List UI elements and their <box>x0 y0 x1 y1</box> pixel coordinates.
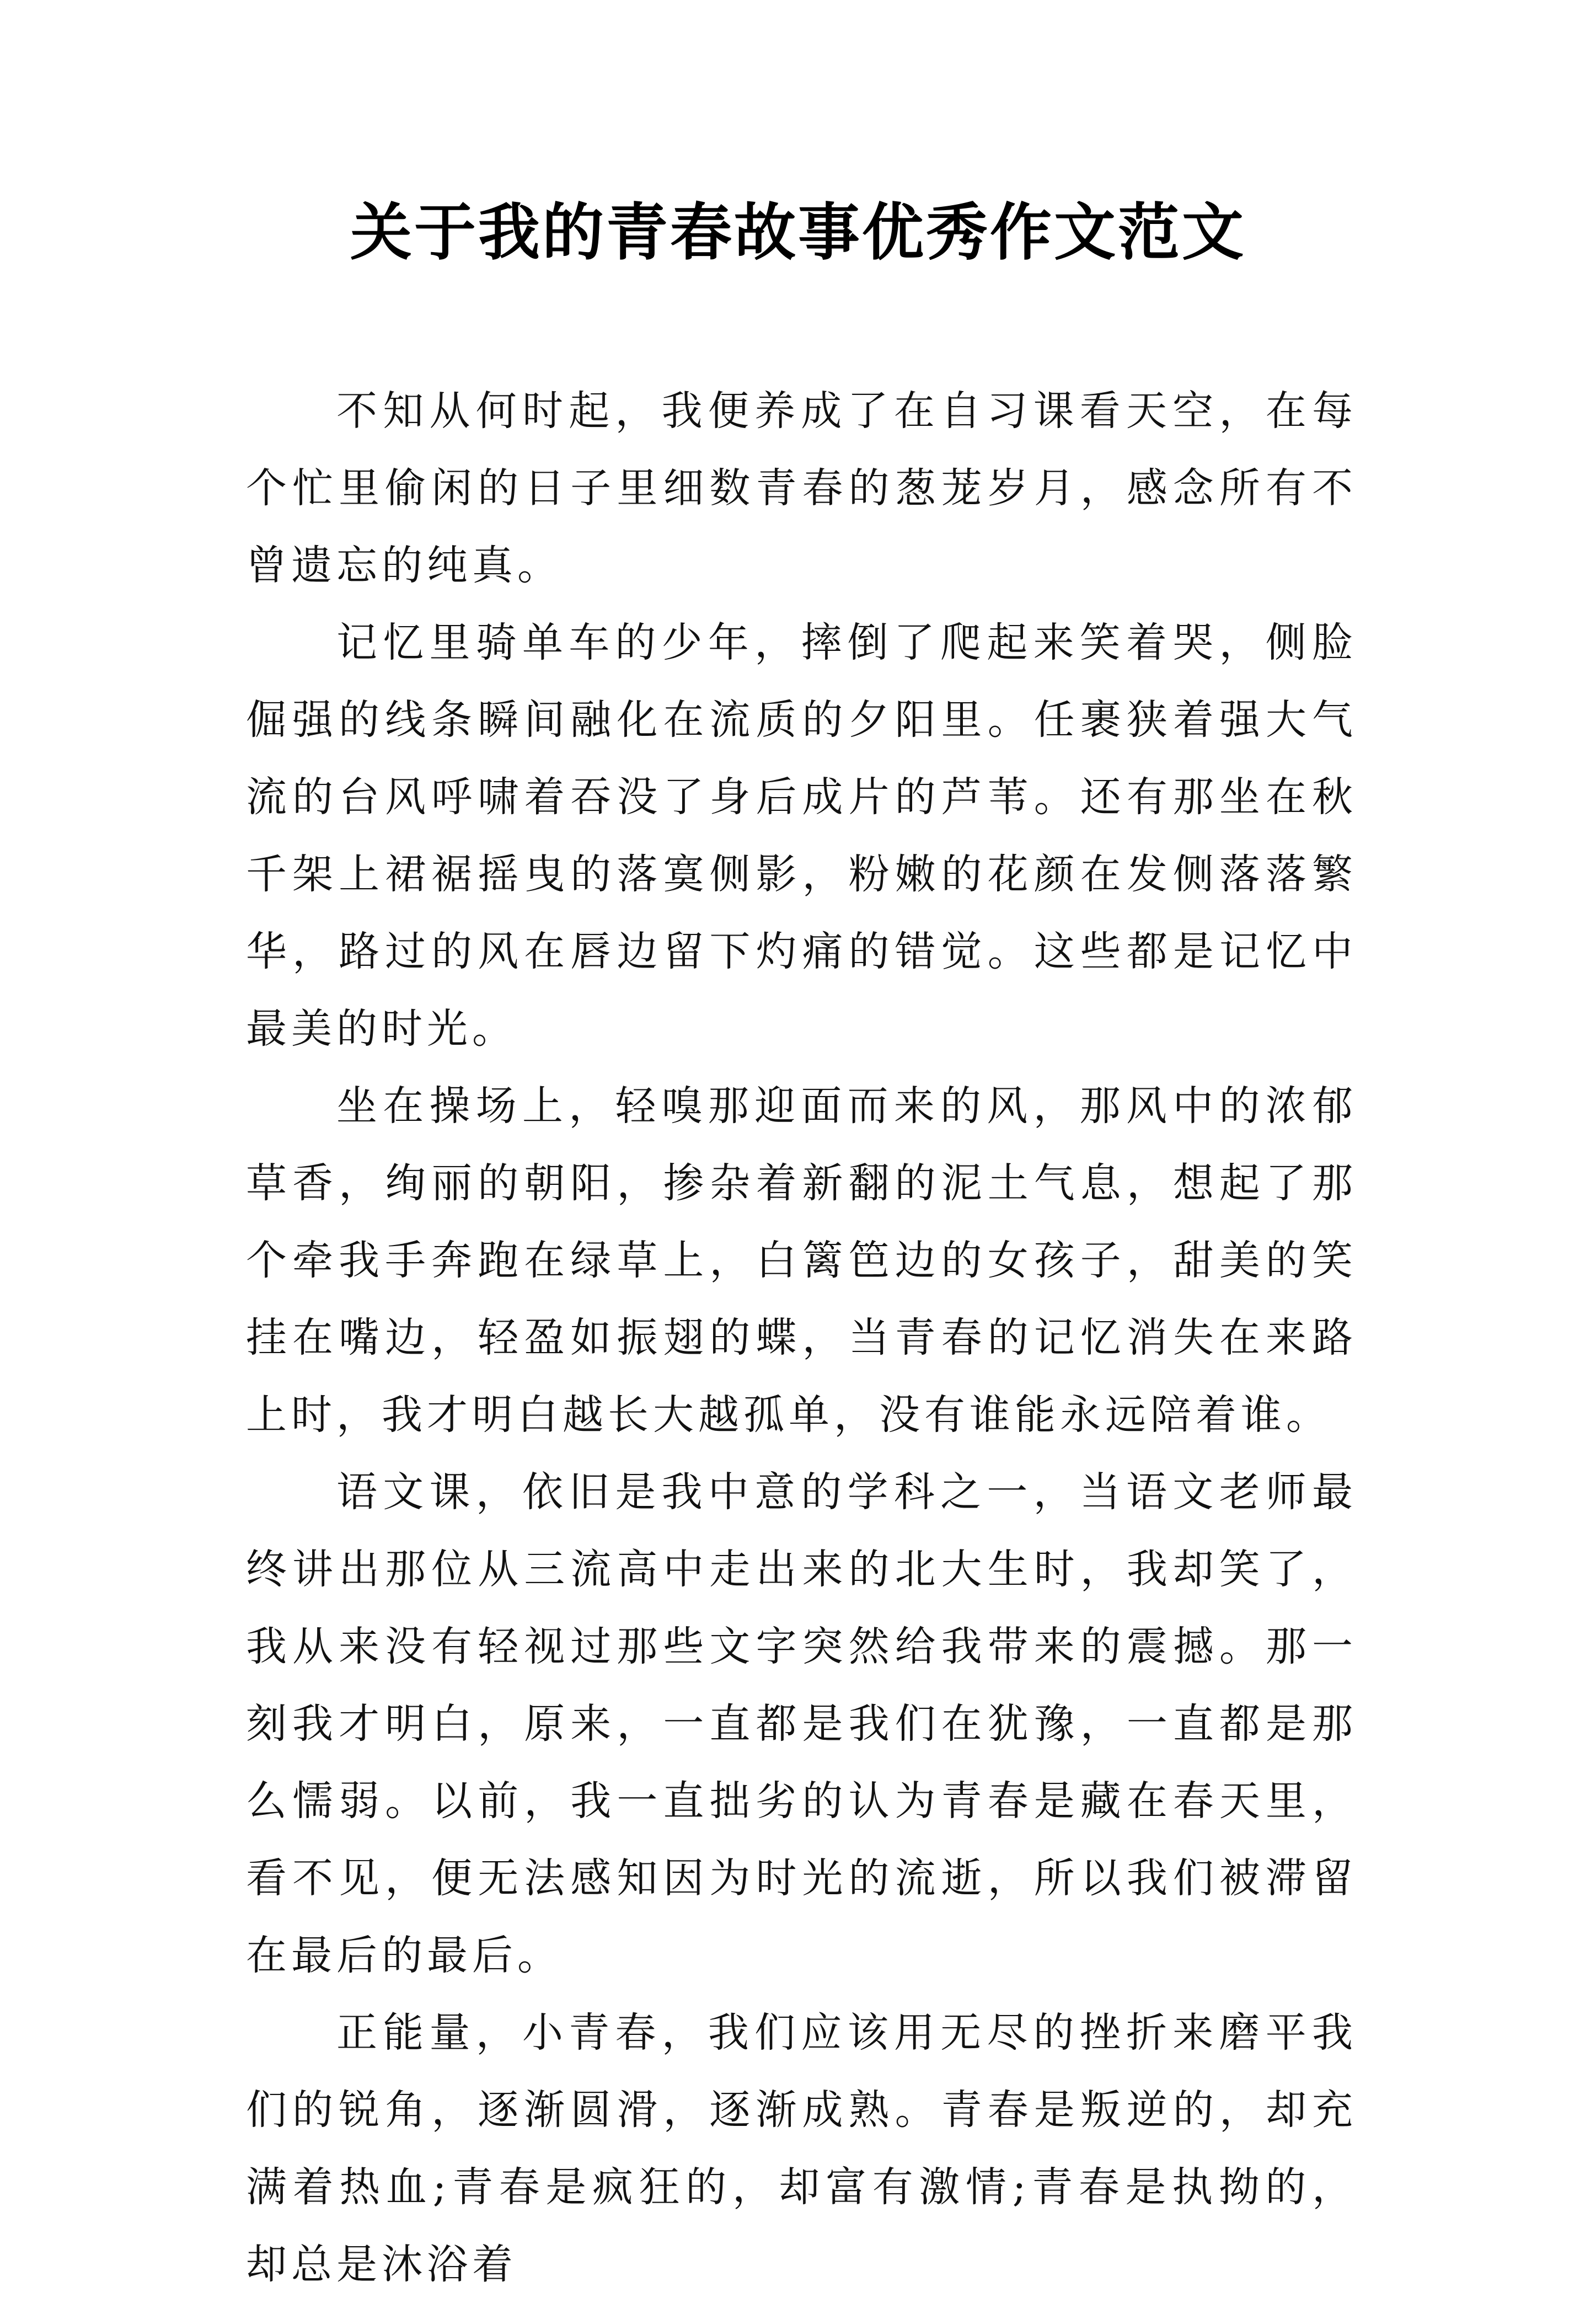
paragraph: 记忆里骑单车的少年，摔倒了爬起来笑着哭，侧脸倔强的线条瞬间融化在流质的夕阳里。任裹狭着强大气流的台风呼啸着吞没了身后成片的芦苇。还有那坐在秋千架上裙裾摇曳的落寞侧影，粉嫩的花颜在发侧落落繁华，路过的风在唇边留下灼痛的错觉。这些都是记忆中最美的时光。 <box>246 619 1357 1052</box>
paragraph: 语文课，依旧是我中意的学科之一，当语文老师最终讲出那位从三流高中走出来的北大生时，我却笑了，我从来没有轻视过那些文字突然给我带来的震撼。那一刻我才明白，原来，一直都是我们在犹豫，一直都是那么懦弱。以前，我一直拙劣的认为青春是藏在春天里，看不见，便无法感知因为时光的流逝，所以我们被滞留在最后的最后。 <box>246 1468 1357 1979</box>
paragraph: 坐在操场上，轻嗅那迎面而来的风，那风中的浓郁草香，绚丽的朝阳，掺杂着新翻的泥土气息，想起了那个牵我手奔跑在绿草上，白篱笆边的女孩子，甜美的笑挂在嘴边，轻盈如振翅的蝶，当青春的记忆消失在来路上时，我才明白越长大越孤单，没有谁能永远陪着谁。 <box>246 1082 1357 1439</box>
document-title: 关于我的青春故事优秀作文范文 <box>350 196 1246 269</box>
paragraph: 正能量，小青春，我们应该用无尽的挫折来磨平我们的锐角，逐渐圆滑，逐渐成熟。青春是叛逆的，却充满着热血;青春是疯狂的，却富有激情;青春是执拗的，却总是沐浴着 <box>246 2009 1357 2288</box>
document-body <box>246 372 1357 2303</box>
paragraph: 不知从何时起，我便养成了在自习课看天空，在每个忙里偷闲的日子里细数青春的葱茏岁月，感念所有不曾遗忘的纯真。 <box>246 387 1357 589</box>
